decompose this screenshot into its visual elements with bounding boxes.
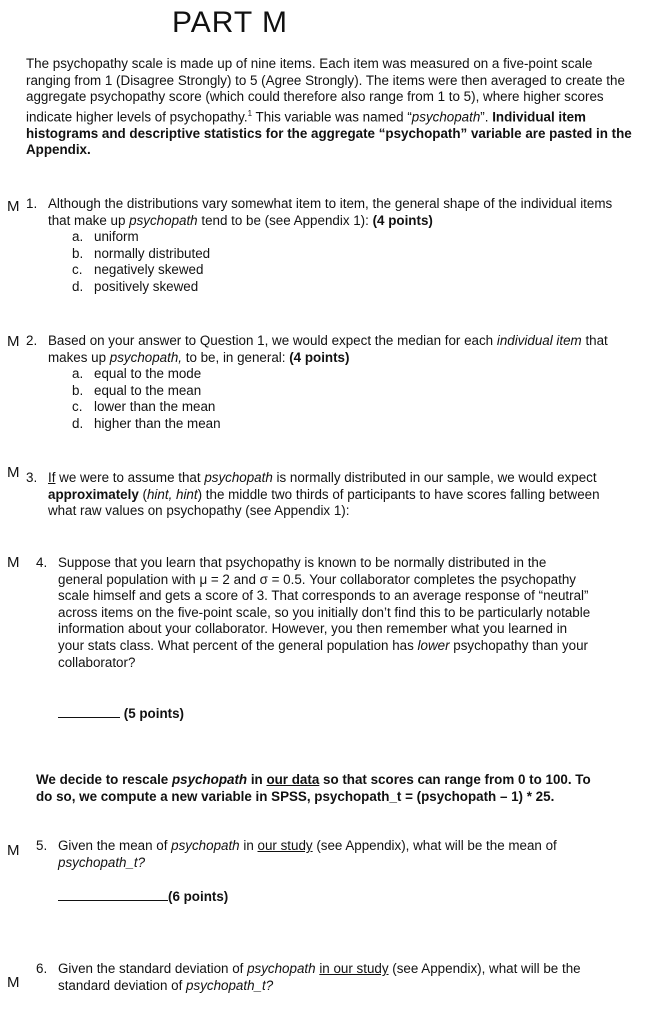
q5-varname: psychopath: [171, 838, 240, 853]
q4-text-3: psychopathy than your collaborator?: [58, 637, 588, 670]
option-item[interactable]: [72, 383, 626, 400]
option-item[interactable]: [72, 279, 626, 296]
q5-text-1: Given the mean of: [58, 838, 172, 853]
option-text: equal to the mode: [94, 366, 202, 382]
question-3: [26, 470, 626, 520]
q6-text-5: (see Appendix), what will be the standard deviation of: [58, 961, 581, 993]
page-title: PART M: [171, 6, 289, 39]
margin-mark-q4: M: [7, 554, 20, 571]
option-text: higher than the mean: [94, 415, 221, 431]
question-6: [36, 961, 596, 994]
intro-paragraph: [26, 56, 636, 159]
question-2: [26, 333, 626, 433]
q2-options: [72, 366, 626, 432]
margin-mark-q2: M: [7, 333, 20, 350]
q1-options: [72, 229, 626, 295]
q2-text-1: Based on your answer to Question 1, we would expect the median for each: [48, 333, 497, 348]
q6-our-study: in our study: [319, 961, 389, 976]
option-letter: c.: [72, 399, 83, 415]
q5-varname-t: psychopath_t?: [58, 854, 146, 870]
rescale-varname: psychopath: [171, 772, 248, 787]
margin-mark-q5: M: [7, 842, 20, 859]
option-letter: b.: [72, 245, 84, 261]
rescale-paragraph: [36, 772, 596, 805]
q2-points: (4 points): [289, 349, 350, 365]
rescale-text-5: so that scores can range from 0 to 100. To do so, we compute a new variable in SPSS, psychopath_t = (psychopath – 1) * 25.: [36, 772, 591, 804]
option-item[interactable]: [72, 229, 626, 246]
q1-points: (4 points): [372, 212, 433, 228]
option-item[interactable]: [72, 416, 626, 433]
rescale-text-3: in: [247, 772, 267, 787]
q6-varname-t: psychopath_t?: [186, 977, 274, 993]
q3-text-6: (: [138, 486, 147, 502]
option-text: positively skewed: [94, 278, 199, 294]
margin-mark-q1: M: [7, 198, 20, 215]
q2-text-3: that makes up: [48, 333, 608, 365]
q3-text-1: If: [48, 470, 56, 485]
option-item[interactable]: [72, 246, 626, 263]
option-text: equal to the mean: [94, 382, 202, 398]
q3-hint: hint, hint: [146, 486, 198, 502]
q5-text-3: in: [239, 838, 258, 853]
q4-text-1: Suppose that you learn that psychopathy is known to be normally distributed in the general population with μ = 2 and σ = 0.5. Your collaborator completes the psychopathy scale himself and gets a score of 3. That corresponds to an average response of “neutral” across items on the five-point scale, so you initially don’t find this to be particularly notable information about your collaborator. However, you then remember what you learned in your stats class. What percent of the general population has: [58, 555, 591, 653]
q4-text-2: lower: [417, 637, 450, 653]
q6-varname: psychopath: [247, 961, 316, 976]
question-number: 1.: [26, 196, 38, 211]
option-letter: a.: [72, 366, 84, 382]
answer-blank[interactable]: [58, 717, 120, 718]
question-5: [36, 838, 596, 906]
option-letter: c.: [72, 262, 83, 278]
q3-varname: psychopath: [204, 470, 273, 485]
question-number: 5.: [36, 838, 48, 853]
q1-text-1: Although the distributions vary somewhat item to item, the general shape of the individual items that make up: [48, 196, 613, 228]
intro-bold-text: Individual item histograms and descriptive statistics for the aggregate “psychopath” variable are pasted in the Appendix.: [26, 109, 632, 158]
q3-text-2: we were to assume that: [55, 470, 205, 485]
q1-text-3: tend to be (see Appendix 1):: [197, 212, 373, 228]
question-number: 4.: [36, 555, 48, 570]
question-number: 6.: [36, 961, 48, 976]
q3-text-5: approximately: [48, 486, 139, 502]
q2-text-5: to be, in general:: [182, 349, 290, 365]
q3-text-8: ) the middle two thirds of participants to have scores falling between what raw values on psychopathy (see Appendix 1):: [48, 486, 600, 519]
option-letter: a.: [72, 229, 84, 245]
q6-text-1: Given the standard deviation of: [58, 961, 248, 976]
question-text: [58, 555, 592, 671]
q2-text-2: individual item: [496, 333, 582, 348]
option-letter: d.: [72, 415, 84, 431]
intro-text-2: This variable was named “: [252, 109, 412, 125]
q3-text-4: is normally distributed in our sample, we would expect: [272, 470, 597, 485]
option-item[interactable]: [72, 366, 626, 383]
option-item[interactable]: [72, 399, 626, 416]
margin-mark-q3: M: [7, 464, 20, 481]
footnote-marker: 1: [247, 108, 253, 118]
margin-mark-q6: M: [7, 974, 20, 991]
q5-points: (6 points): [168, 889, 229, 905]
rescale-our-data: our data: [266, 772, 320, 787]
q4-answer-line: [58, 706, 592, 723]
option-text: normally distributed: [94, 245, 211, 261]
option-item[interactable]: [72, 262, 626, 279]
option-text: lower than the mean: [94, 399, 216, 415]
option-text: uniform: [94, 229, 139, 245]
intro-varname: psychopath: [411, 109, 481, 125]
question-number: 3.: [26, 470, 38, 485]
option-text: negatively skewed: [94, 262, 204, 278]
q5-our-study: our study: [257, 838, 313, 853]
question-text: [48, 333, 626, 366]
option-letter: b.: [72, 382, 84, 398]
question-text: [48, 196, 626, 229]
q1-varname: psychopath: [129, 212, 198, 228]
question-1: [26, 196, 626, 296]
question-number: 2.: [26, 333, 38, 348]
q5-answer-line: [58, 889, 596, 906]
answer-blank[interactable]: [58, 900, 168, 901]
option-letter: d.: [72, 278, 84, 294]
question-text: [58, 838, 596, 871]
question-text: [58, 961, 596, 994]
question-text: [48, 470, 626, 520]
rescale-text-1: We decide to rescale: [36, 772, 172, 787]
intro-text: The psychopathy scale is made up of nine items. Each item was measured on a five-point scale ranging from 1 (Disagree Strongly) to 5 (Agree Strongly). The items were then averaged to create the aggregate psychopathy score (which could therefore also range from 1 to 5), where higher scores indicate higher levels of psychopathy.: [26, 56, 625, 125]
question-4: [36, 555, 592, 723]
intro-text-3: ”.: [480, 109, 493, 125]
q2-varname: psychopath,: [109, 349, 182, 365]
q4-points: (5 points): [123, 706, 184, 722]
q5-text-5: (see Appendix), what will be the mean of: [312, 838, 557, 853]
